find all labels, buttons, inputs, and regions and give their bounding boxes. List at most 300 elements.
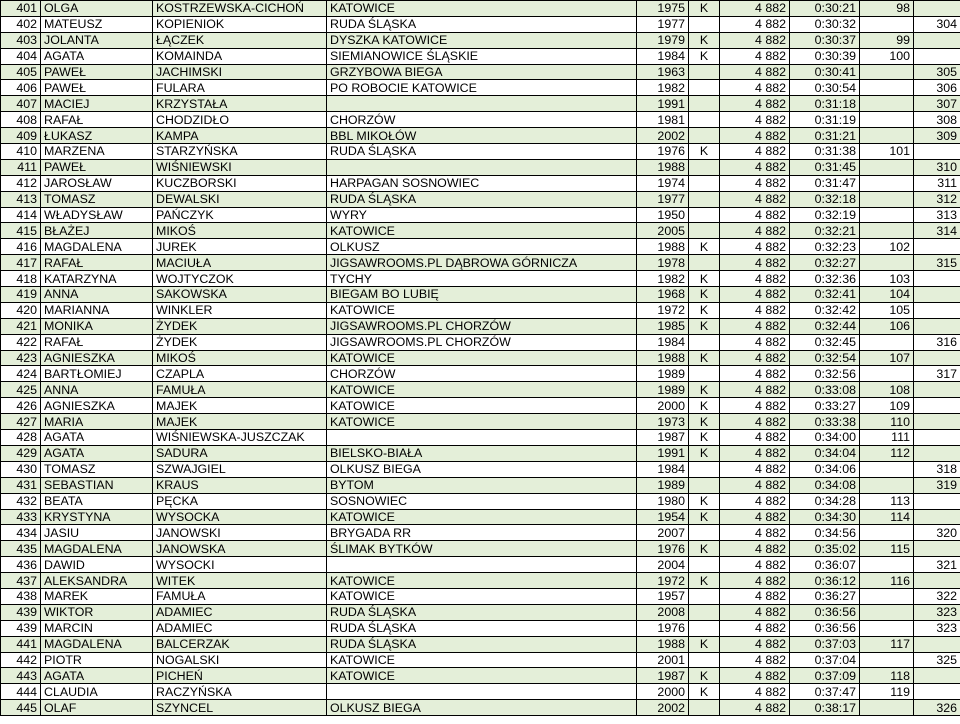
gender-cell (689, 159, 720, 175)
male-place-cell (914, 414, 960, 430)
place-cell: 420 (1, 302, 41, 318)
female-place-cell (860, 461, 914, 477)
place-cell: 441 (1, 636, 41, 652)
table-row (1, 271, 960, 287)
female-place-cell (860, 255, 914, 271)
club-cell: KATOWICE (327, 414, 637, 430)
female-place-cell (860, 557, 914, 573)
club-cell: KATOWICE (327, 1, 637, 17)
club-cell: BYTOM (327, 477, 637, 493)
club-cell: KATOWICE (327, 652, 637, 668)
gender-cell (689, 334, 720, 350)
distance-cell: 4 882 (720, 144, 790, 160)
male-place-cell (914, 382, 960, 398)
distance-cell: 4 882 (720, 620, 790, 636)
male-place-cell: 317 (914, 366, 960, 382)
time-cell: 0:37:47 (790, 684, 860, 700)
place-cell: 408 (1, 112, 41, 128)
time-cell: 0:36:12 (790, 573, 860, 589)
last-name-cell: WYSOCKA (153, 509, 327, 525)
first-name-cell: BEATA (41, 493, 153, 509)
distance-cell: 4 882 (720, 1, 790, 17)
last-name-cell: WYSOCKI (153, 557, 327, 573)
distance-cell: 4 882 (720, 700, 790, 716)
club-cell: KATOWICE (327, 350, 637, 366)
table-row (1, 461, 960, 477)
distance-cell: 4 882 (720, 366, 790, 382)
birth-year-cell: 1976 (637, 541, 689, 557)
female-place-cell: 113 (860, 493, 914, 509)
birth-year-cell: 1977 (637, 16, 689, 32)
first-name-cell: OLGA (41, 1, 153, 17)
female-place-cell (860, 159, 914, 175)
female-place-cell: 99 (860, 32, 914, 48)
first-name-cell: BARTŁOMIEJ (41, 366, 153, 382)
gender-cell (689, 652, 720, 668)
female-place-cell (860, 525, 914, 541)
gender-cell (689, 620, 720, 636)
first-name-cell: JAROSŁAW (41, 175, 153, 191)
male-place-cell (914, 271, 960, 287)
club-cell: RUDA ŚLĄSKA (327, 144, 637, 160)
female-place-cell (860, 175, 914, 191)
place-cell: 417 (1, 255, 41, 271)
last-name-cell: JANOWSKI (153, 525, 327, 541)
time-cell: 0:32:19 (790, 207, 860, 223)
table-row (1, 445, 960, 461)
place-cell: 413 (1, 191, 41, 207)
gender-cell: K (689, 493, 720, 509)
birth-year-cell: 1972 (637, 573, 689, 589)
last-name-cell: KOPIENIOK (153, 16, 327, 32)
place-cell: 436 (1, 557, 41, 573)
first-name-cell: PAWEŁ (41, 159, 153, 175)
place-cell: 405 (1, 64, 41, 80)
gender-cell (689, 461, 720, 477)
gender-cell (689, 128, 720, 144)
gender-cell (689, 700, 720, 716)
distance-cell: 4 882 (720, 271, 790, 287)
table-row (1, 144, 960, 160)
male-place-cell (914, 493, 960, 509)
female-place-cell: 112 (860, 445, 914, 461)
birth-year-cell: 2004 (637, 557, 689, 573)
female-place-cell (860, 191, 914, 207)
last-name-cell: SZWAJGIEL (153, 461, 327, 477)
male-place-cell (914, 350, 960, 366)
male-place-cell (914, 318, 960, 334)
distance-cell: 4 882 (720, 287, 790, 303)
female-place-cell: 115 (860, 541, 914, 557)
gender-cell (689, 525, 720, 541)
results-body (1, 1, 960, 716)
last-name-cell: ADAMIEC (153, 604, 327, 620)
time-cell: 0:38:17 (790, 700, 860, 716)
first-name-cell: MARCIN (41, 620, 153, 636)
time-cell: 0:31:21 (790, 128, 860, 144)
time-cell: 0:34:28 (790, 493, 860, 509)
male-place-cell: 319 (914, 477, 960, 493)
place-cell: 404 (1, 48, 41, 64)
male-place-cell: 326 (914, 700, 960, 716)
time-cell: 0:32:42 (790, 302, 860, 318)
place-cell: 422 (1, 334, 41, 350)
club-cell: DYSZKA KATOWICE (327, 32, 637, 48)
first-name-cell: RAFAŁ (41, 255, 153, 271)
time-cell: 0:30:37 (790, 32, 860, 48)
table-row (1, 1, 960, 17)
gender-cell: K (689, 271, 720, 287)
gender-cell: K (689, 509, 720, 525)
birth-year-cell: 1984 (637, 48, 689, 64)
birth-year-cell: 1989 (637, 366, 689, 382)
club-cell: ŚLIMAK BYTKÓW (327, 541, 637, 557)
distance-cell: 4 882 (720, 255, 790, 271)
male-place-cell (914, 287, 960, 303)
time-cell: 0:32:44 (790, 318, 860, 334)
distance-cell: 4 882 (720, 668, 790, 684)
club-cell: KATOWICE (327, 509, 637, 525)
male-place-cell: 321 (914, 557, 960, 573)
place-cell: 438 (1, 588, 41, 604)
male-place-cell: 323 (914, 604, 960, 620)
last-name-cell: ŁĄCZEK (153, 32, 327, 48)
gender-cell: K (689, 430, 720, 446)
time-cell: 0:35:02 (790, 541, 860, 557)
time-cell: 0:33:08 (790, 382, 860, 398)
first-name-cell: RAFAŁ (41, 334, 153, 350)
table-row (1, 223, 960, 239)
female-place-cell: 118 (860, 668, 914, 684)
female-place-cell: 105 (860, 302, 914, 318)
distance-cell: 4 882 (720, 414, 790, 430)
distance-cell: 4 882 (720, 398, 790, 414)
gender-cell (689, 207, 720, 223)
last-name-cell: SADURA (153, 445, 327, 461)
distance-cell: 4 882 (720, 128, 790, 144)
club-cell: PO ROBOCIE KATOWICE (327, 80, 637, 96)
birth-year-cell: 1976 (637, 620, 689, 636)
time-cell: 0:31:18 (790, 96, 860, 112)
male-place-cell (914, 239, 960, 255)
gender-cell: K (689, 636, 720, 652)
first-name-cell: CLAUDIA (41, 684, 153, 700)
time-cell: 0:32:36 (790, 271, 860, 287)
birth-year-cell: 2002 (637, 128, 689, 144)
place-cell: 443 (1, 668, 41, 684)
place-cell: 416 (1, 239, 41, 255)
birth-year-cell: 1989 (637, 382, 689, 398)
table-row (1, 477, 960, 493)
first-name-cell: TOMASZ (41, 461, 153, 477)
table-row (1, 398, 960, 414)
last-name-cell: RACZYŃSKA (153, 684, 327, 700)
table-row (1, 334, 960, 350)
male-place-cell (914, 668, 960, 684)
table-row (1, 350, 960, 366)
last-name-cell: FAMUŁA (153, 588, 327, 604)
time-cell: 0:33:38 (790, 414, 860, 430)
birth-year-cell: 1950 (637, 207, 689, 223)
male-place-cell: 318 (914, 461, 960, 477)
distance-cell: 4 882 (720, 652, 790, 668)
last-name-cell: PĘCKA (153, 493, 327, 509)
first-name-cell: MAGDALENA (41, 239, 153, 255)
last-name-cell: MIKOŚ (153, 223, 327, 239)
gender-cell (689, 223, 720, 239)
place-cell: 425 (1, 382, 41, 398)
place-cell: 442 (1, 652, 41, 668)
last-name-cell: WIŚNIEWSKI (153, 159, 327, 175)
table-row (1, 414, 960, 430)
club-cell: KATOWICE (327, 668, 637, 684)
place-cell: 437 (1, 573, 41, 589)
last-name-cell: JUREK (153, 239, 327, 255)
table-row (1, 48, 960, 64)
distance-cell: 4 882 (720, 604, 790, 620)
distance-cell: 4 882 (720, 96, 790, 112)
table-row (1, 636, 960, 652)
birth-year-cell: 1975 (637, 1, 689, 17)
first-name-cell: DAWID (41, 557, 153, 573)
place-cell: 433 (1, 509, 41, 525)
table-row (1, 255, 960, 271)
time-cell: 0:34:00 (790, 430, 860, 446)
male-place-cell (914, 636, 960, 652)
birth-year-cell: 1991 (637, 445, 689, 461)
time-cell: 0:36:56 (790, 604, 860, 620)
gender-cell: K (689, 144, 720, 160)
birth-year-cell: 1980 (637, 493, 689, 509)
last-name-cell: MACIUŁA (153, 255, 327, 271)
male-place-cell: 322 (914, 588, 960, 604)
last-name-cell: WIŚNIEWSKA-JUSZCZAK (153, 430, 327, 446)
table-row (1, 112, 960, 128)
club-cell (327, 159, 637, 175)
distance-cell: 4 882 (720, 557, 790, 573)
time-cell: 0:32:45 (790, 334, 860, 350)
last-name-cell: WITEK (153, 573, 327, 589)
male-place-cell: 310 (914, 159, 960, 175)
place-cell: 428 (1, 430, 41, 446)
club-cell: KATOWICE (327, 302, 637, 318)
distance-cell: 4 882 (720, 430, 790, 446)
gender-cell: K (689, 302, 720, 318)
last-name-cell: JACHIMSKI (153, 64, 327, 80)
male-place-cell: 313 (914, 207, 960, 223)
first-name-cell: ANNA (41, 287, 153, 303)
gender-cell: K (689, 445, 720, 461)
gender-cell (689, 191, 720, 207)
distance-cell: 4 882 (720, 159, 790, 175)
club-cell: KATOWICE (327, 588, 637, 604)
place-cell: 411 (1, 159, 41, 175)
time-cell: 0:36:56 (790, 620, 860, 636)
table-row (1, 191, 960, 207)
first-name-cell: MAGDALENA (41, 541, 153, 557)
distance-cell: 4 882 (720, 64, 790, 80)
female-place-cell (860, 604, 914, 620)
place-cell: 402 (1, 16, 41, 32)
first-name-cell: ŁUKASZ (41, 128, 153, 144)
male-place-cell: 307 (914, 96, 960, 112)
male-place-cell (914, 398, 960, 414)
first-name-cell: KRYSTYNA (41, 509, 153, 525)
male-place-cell (914, 541, 960, 557)
female-place-cell: 101 (860, 144, 914, 160)
first-name-cell: AGNIESZKA (41, 350, 153, 366)
birth-year-cell: 1977 (637, 191, 689, 207)
gender-cell (689, 588, 720, 604)
time-cell: 0:31:19 (790, 112, 860, 128)
distance-cell: 4 882 (720, 32, 790, 48)
first-name-cell: MATEUSZ (41, 16, 153, 32)
birth-year-cell: 1982 (637, 271, 689, 287)
last-name-cell: STARZYŃSKA (153, 144, 327, 160)
time-cell: 0:36:27 (790, 588, 860, 604)
female-place-cell (860, 334, 914, 350)
female-place-cell: 98 (860, 1, 914, 17)
club-cell: KATOWICE (327, 398, 637, 414)
distance-cell: 4 882 (720, 16, 790, 32)
table-row (1, 128, 960, 144)
female-place-cell: 119 (860, 684, 914, 700)
place-cell: 406 (1, 80, 41, 96)
gender-cell: K (689, 398, 720, 414)
birth-year-cell: 1972 (637, 302, 689, 318)
club-cell: KATOWICE (327, 223, 637, 239)
table-row (1, 32, 960, 48)
first-name-cell: AGATA (41, 430, 153, 446)
first-name-cell: AGATA (41, 445, 153, 461)
distance-cell: 4 882 (720, 302, 790, 318)
gender-cell: K (689, 239, 720, 255)
birth-year-cell: 1974 (637, 175, 689, 191)
time-cell: 0:34:30 (790, 509, 860, 525)
distance-cell: 4 882 (720, 191, 790, 207)
first-name-cell: BŁAŻEJ (41, 223, 153, 239)
time-cell: 0:34:04 (790, 445, 860, 461)
last-name-cell: PAŃCZYK (153, 207, 327, 223)
distance-cell: 4 882 (720, 541, 790, 557)
female-place-cell: 106 (860, 318, 914, 334)
last-name-cell: KOMAINDA (153, 48, 327, 64)
place-cell: 409 (1, 128, 41, 144)
male-place-cell: 309 (914, 128, 960, 144)
female-place-cell: 109 (860, 398, 914, 414)
gender-cell: K (689, 1, 720, 17)
time-cell: 0:32:21 (790, 223, 860, 239)
first-name-cell: WŁADYSŁAW (41, 207, 153, 223)
male-place-cell: 316 (914, 334, 960, 350)
birth-year-cell: 1973 (637, 414, 689, 430)
distance-cell: 4 882 (720, 239, 790, 255)
birth-year-cell: 2001 (637, 652, 689, 668)
first-name-cell: PAWEŁ (41, 64, 153, 80)
last-name-cell: BALCERZAK (153, 636, 327, 652)
distance-cell: 4 882 (720, 461, 790, 477)
birth-year-cell: 1987 (637, 668, 689, 684)
club-cell (327, 557, 637, 573)
male-place-cell (914, 430, 960, 446)
male-place-cell: 325 (914, 652, 960, 668)
female-place-cell (860, 223, 914, 239)
female-place-cell: 114 (860, 509, 914, 525)
place-cell: 418 (1, 271, 41, 287)
female-place-cell (860, 620, 914, 636)
first-name-cell: AGNIESZKA (41, 398, 153, 414)
birth-year-cell: 1984 (637, 334, 689, 350)
distance-cell: 4 882 (720, 350, 790, 366)
table-row (1, 668, 960, 684)
club-cell: RUDA ŚLĄSKA (327, 604, 637, 620)
female-place-cell (860, 16, 914, 32)
place-cell: 423 (1, 350, 41, 366)
female-place-cell (860, 207, 914, 223)
gender-cell (689, 96, 720, 112)
female-place-cell (860, 128, 914, 144)
club-cell: RUDA ŚLĄSKA (327, 191, 637, 207)
club-cell: BIELSKO-BIAŁA (327, 445, 637, 461)
last-name-cell: KRAUS (153, 477, 327, 493)
time-cell: 0:37:04 (790, 652, 860, 668)
first-name-cell: MAREK (41, 588, 153, 604)
last-name-cell: DEWALSKI (153, 191, 327, 207)
birth-year-cell: 2002 (637, 700, 689, 716)
gender-cell: K (689, 414, 720, 430)
female-place-cell (860, 366, 914, 382)
female-place-cell: 108 (860, 382, 914, 398)
gender-cell: K (689, 287, 720, 303)
first-name-cell: MARIANNA (41, 302, 153, 318)
table-row (1, 207, 960, 223)
gender-cell: K (689, 32, 720, 48)
male-place-cell (914, 302, 960, 318)
table-row (1, 366, 960, 382)
club-cell (327, 430, 637, 446)
female-place-cell (860, 96, 914, 112)
female-place-cell: 110 (860, 414, 914, 430)
female-place-cell (860, 80, 914, 96)
time-cell: 0:32:54 (790, 350, 860, 366)
gender-cell: K (689, 573, 720, 589)
first-name-cell: WIKTOR (41, 604, 153, 620)
club-cell: CHORZÓW (327, 366, 637, 382)
table-row (1, 557, 960, 573)
gender-cell (689, 80, 720, 96)
time-cell: 0:34:56 (790, 525, 860, 541)
male-place-cell: 311 (914, 175, 960, 191)
place-cell: 445 (1, 700, 41, 716)
birth-year-cell: 1988 (637, 636, 689, 652)
distance-cell: 4 882 (720, 48, 790, 64)
male-place-cell: 304 (914, 16, 960, 32)
place-cell: 415 (1, 223, 41, 239)
club-cell: OLKUSZ BIEGA (327, 700, 637, 716)
distance-cell: 4 882 (720, 445, 790, 461)
last-name-cell: FULARA (153, 80, 327, 96)
last-name-cell: ADAMIEC (153, 620, 327, 636)
place-cell: 426 (1, 398, 41, 414)
last-name-cell: SZYNCEL (153, 700, 327, 716)
birth-year-cell: 2005 (637, 223, 689, 239)
table-row (1, 16, 960, 32)
male-place-cell (914, 48, 960, 64)
last-name-cell: KUCZBORSKI (153, 175, 327, 191)
distance-cell: 4 882 (720, 684, 790, 700)
club-cell (327, 684, 637, 700)
place-cell: 444 (1, 684, 41, 700)
